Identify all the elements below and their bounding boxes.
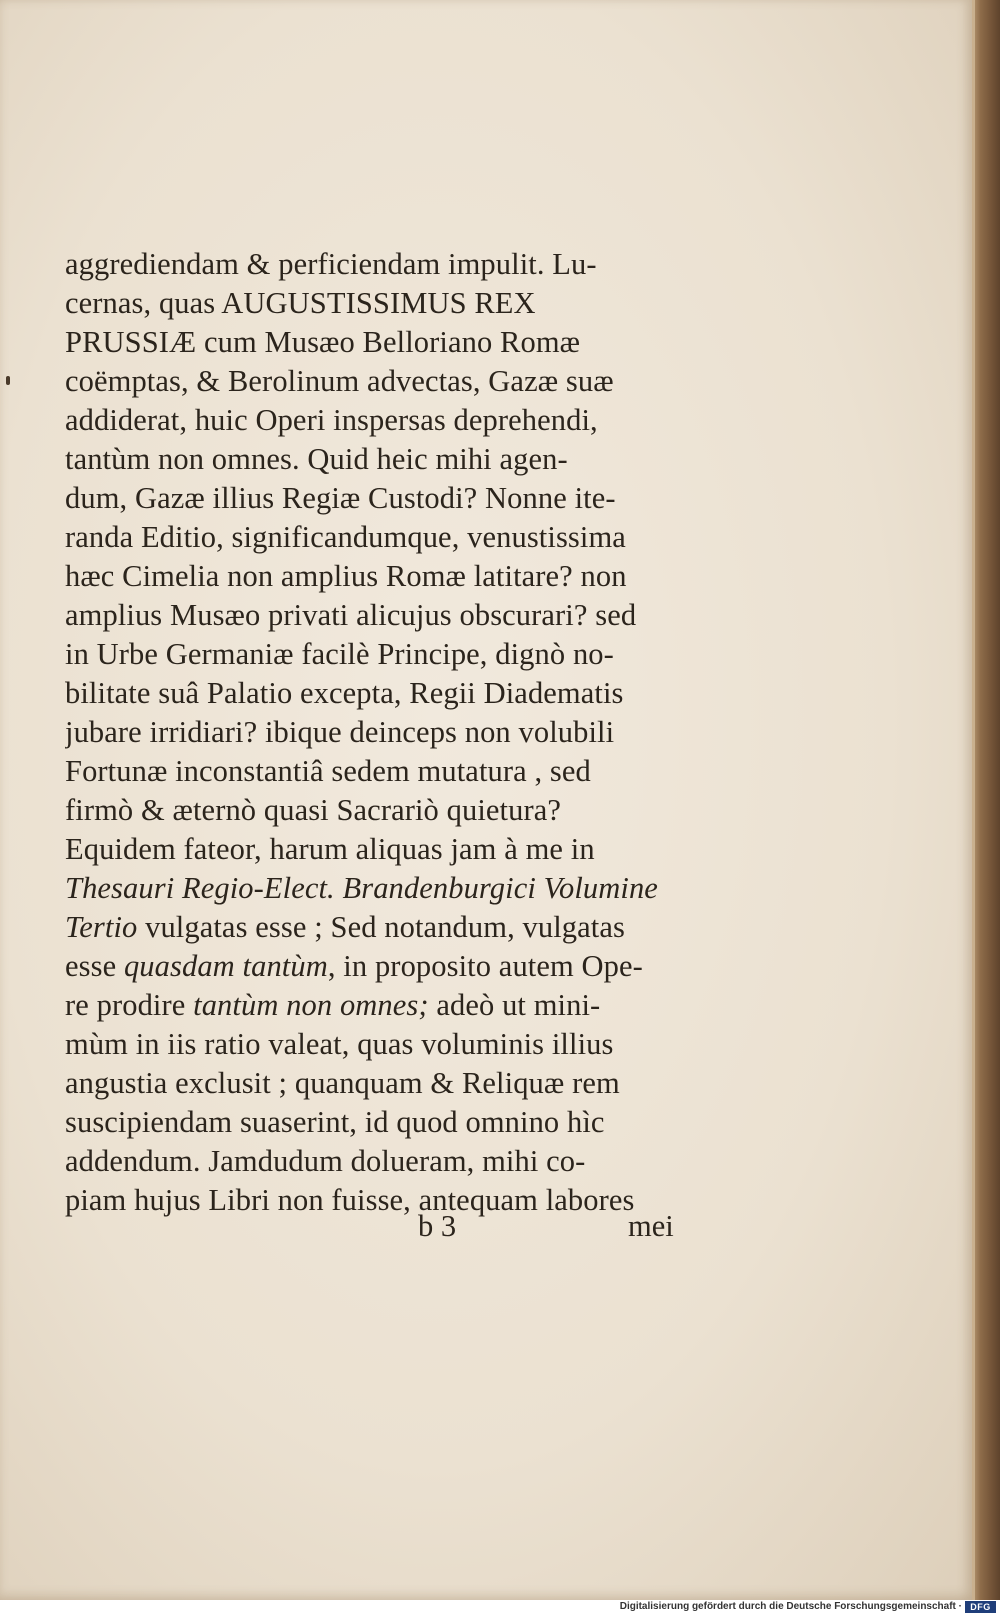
text-line: aggrediendam & perficiendam impulit. Lu-	[65, 247, 597, 281]
text-segment: re prodire	[65, 988, 194, 1022]
text-line: mùm in iis ratio valeat, quas voluminis illius	[65, 1027, 614, 1061]
text-line	[65, 908, 677, 947]
book-edge	[972, 0, 1000, 1600]
text-line: randa Editio, significandumque, venustissima	[65, 520, 626, 554]
text-line: piam hujus Libri non fuisse, antequam labores	[65, 1183, 635, 1217]
italic-segment: tantùm non omnes;	[193, 988, 429, 1022]
text-line: coëmptas, & Berolinum advectas, Gazæ suæ	[65, 364, 614, 398]
text-line: cernas, quas AUGUSTISSIMUS REX	[65, 286, 536, 320]
text-line: dum, Gazæ illius Regiæ Custodi? Nonne ite-	[65, 481, 616, 515]
text-segment: adeò ut mini-	[428, 988, 601, 1022]
text-line: angustia exclusit ; quanquam & Reliquæ rem	[65, 1066, 620, 1100]
body-text	[65, 245, 677, 1220]
text-line: hæc Cimelia non amplius Romæ latitare? non	[65, 559, 627, 593]
text-line: addendum. Jamdudum dolueram, mihi co-	[65, 1144, 586, 1178]
italic-segment: Tertio	[65, 910, 138, 944]
dfg-logo: DFG	[965, 1601, 996, 1613]
text-line: firmò & æternò quasi Sacrariò quietura?	[65, 793, 561, 827]
digitization-footer	[0, 1600, 1000, 1614]
text-line: amplius Musæo privati alicujus obscurari? sed	[65, 598, 637, 632]
margin-ink-mark	[6, 376, 10, 385]
catchword: mei	[628, 1209, 674, 1243]
text-line: jubare irridiari? ibique deinceps non volubili	[65, 715, 615, 749]
text-line: suscipiendam suaserint, id quod omnino hìc	[65, 1105, 605, 1139]
text-segment: , in proposito autem Ope-	[327, 949, 643, 983]
text-line: Fortunæ inconstantiâ sedem mutatura , sed	[65, 754, 591, 788]
text-line: bilitate suâ Palatio excepta, Regii Diadematis	[65, 676, 624, 710]
text-line	[65, 947, 677, 986]
text-line: addiderat, huic Operi inspersas deprehendi,	[65, 403, 598, 437]
text-line: tantùm non omnes. Quid heic mihi agen-	[65, 442, 568, 476]
text-segment: esse	[65, 949, 124, 983]
funding-credit: Digitalisierung gefördert durch die Deutsche Forschungsgemeinschaft ·	[619, 1601, 962, 1612]
signature-mark: b 3	[418, 1209, 457, 1243]
text-line: in Urbe Germaniæ facilè Principe, dignò no-	[65, 637, 614, 671]
text-segment: vulgatas esse ; Sed notandum, vulgatas	[137, 910, 625, 944]
text-line-italic: Thesauri Regio-Elect. Brandenburgici Volumine	[65, 871, 658, 905]
book-edge-highlight	[972, 0, 975, 1600]
text-line: PRUSSIÆ cum Musæo Belloriano Romæ	[65, 325, 581, 359]
italic-segment: quasdam tantùm	[123, 949, 328, 983]
text-line: Equidem fateor, harum aliquas jam à me in	[65, 832, 595, 866]
text-line	[65, 986, 677, 1025]
